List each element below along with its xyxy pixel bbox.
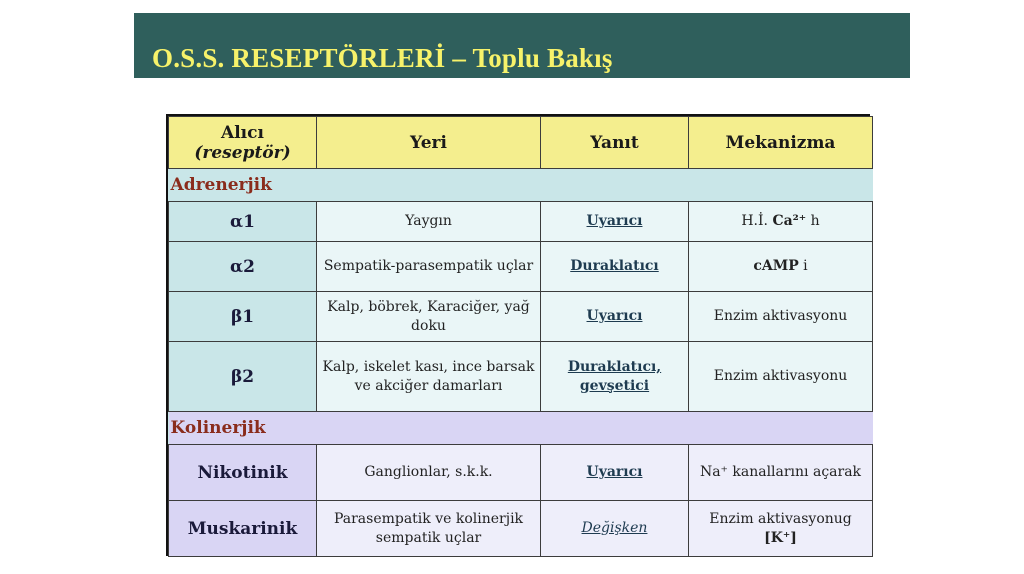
receptor-response: Uyarıcı xyxy=(541,292,689,342)
header-alici xyxy=(169,117,317,169)
receptor-mechanism xyxy=(689,292,873,342)
receptor-location: Kalp, böbrek, Karaciğer, yağ doku xyxy=(317,292,541,342)
receptor-mechanism xyxy=(689,202,873,242)
receptor-name: β2 xyxy=(169,342,317,412)
slide-title: O.S.S. RESEPTÖRLERİ – Toplu Bakış xyxy=(152,43,613,73)
receptor-response: Uyarıcı xyxy=(541,202,689,242)
mechanism-text: Enzim aktivasyonu xyxy=(713,308,848,324)
title-banner xyxy=(134,13,910,78)
header-yeri: Yeri xyxy=(317,117,541,169)
receptor-mechanism xyxy=(689,501,873,557)
header-row xyxy=(169,117,873,169)
receptor-location: Sempatik-parasempatik uçlar xyxy=(317,242,541,292)
receptor-table xyxy=(166,114,870,556)
section-label: Adrenerjik xyxy=(169,169,873,202)
mechanism-text: Enzim aktivasyonug xyxy=(709,510,852,527)
receptor-name: α1 xyxy=(169,202,317,242)
mechanism-text: H.İ. xyxy=(741,213,773,229)
table-row xyxy=(169,342,873,412)
receptor-mechanism xyxy=(689,242,873,292)
mechanism-bold: cAMP xyxy=(753,258,799,274)
mechanism-suffix: i xyxy=(798,258,808,274)
section-label: Kolinerjik xyxy=(169,412,873,445)
table-row xyxy=(169,501,873,557)
receptor-name: α2 xyxy=(169,242,317,292)
mechanism-bold: Ca²⁺ xyxy=(772,213,807,229)
table-row xyxy=(169,292,873,342)
receptor-location: Ganglionlar, s.k.k. xyxy=(317,445,541,501)
receptor-name: Muskarinik xyxy=(169,501,317,557)
receptor-mechanism xyxy=(689,445,873,501)
receptor-response: Duraklatıcı, gevşetici xyxy=(541,342,689,412)
receptor-location: Parasempatik ve kolinerjik sempatik uçlar xyxy=(317,501,541,557)
mechanism-bold: [K⁺] xyxy=(764,529,797,546)
receptor-location: Kalp, iskelet kası, ince barsak ve akciğer damarları xyxy=(317,342,541,412)
header-mekanizma: Mekanizma xyxy=(689,117,873,169)
header-yanit: Yanıt xyxy=(541,117,689,169)
table-row xyxy=(169,202,873,242)
receptor-response: Değişken xyxy=(541,501,689,557)
receptor-mechanism xyxy=(689,342,873,412)
header-alici-line1: Alıcı xyxy=(221,122,264,143)
receptor-response: Duraklatıcı xyxy=(541,242,689,292)
receptor-name: β1 xyxy=(169,292,317,342)
receptor-response: Uyarıcı xyxy=(541,445,689,501)
table-row xyxy=(169,445,873,501)
section-row-adrenerjik xyxy=(169,169,873,202)
table-row xyxy=(169,242,873,292)
header-alici-line2: (reseptör) xyxy=(194,142,291,163)
mechanism-text: Enzim aktivasyonu xyxy=(713,368,848,384)
section-row-kolinerjik xyxy=(169,412,873,445)
mechanism-suffix: h xyxy=(806,213,820,229)
receptor-name: Nikotinik xyxy=(169,445,317,501)
receptor-location: Yaygın xyxy=(317,202,541,242)
mechanism-text: Na⁺ kanallarını açarak xyxy=(699,464,862,480)
